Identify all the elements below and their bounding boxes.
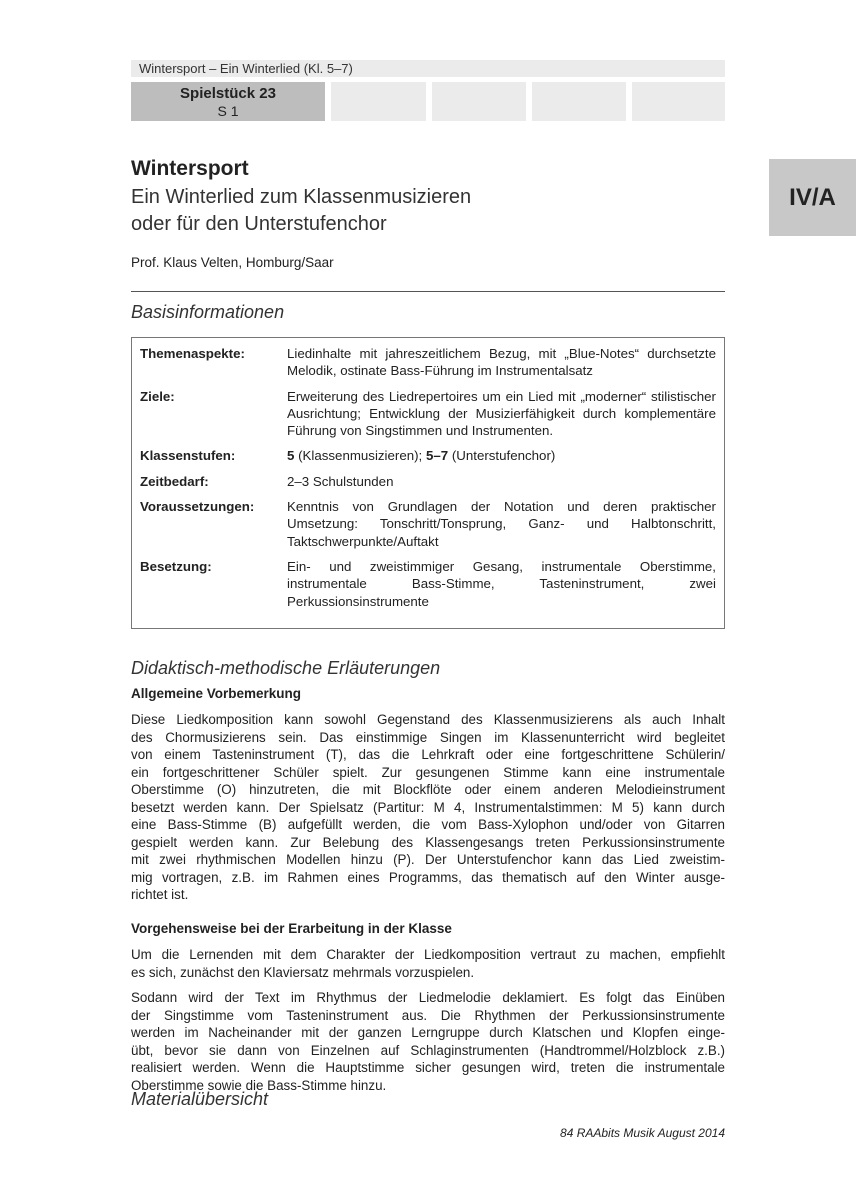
text-line: von einem Tasteninstrument (T), das die Lehrkraft oder eine fortgeschrittene Schülerin/ — [131, 747, 725, 762]
subheading: Vorgehensweise bei der Erarbeitung in der Klasse — [131, 921, 452, 936]
info-key: Ziele: — [140, 388, 175, 404]
empty-tab — [532, 82, 626, 121]
info-key: Klassenstufen: — [140, 448, 236, 464]
empty-tab — [432, 82, 526, 121]
info-row — [140, 558, 716, 610]
info-row — [140, 498, 716, 550]
text-line: realisiert werden. Wenn die Hauptstimme sicher gesungen wird, treten die instrumentale — [131, 1060, 725, 1075]
text-line: mit zwei rhythmischen Modellen hinzu (P). Der Unterstufenchor kann das Lied zweistim- — [131, 852, 725, 867]
info-value: 2–3 Schulstunden — [287, 473, 394, 489]
tab-page: S 1 — [217, 103, 239, 119]
text-line: Oberstimme sowie die Bass-Stimme hinzu. — [131, 1077, 387, 1093]
text-line: Oberstimme (O) hinzutreten, die mit Blockflöte oder einem anderen Melodieinstrument — [131, 782, 725, 797]
text-line: besetzt werden kann. Der Spielsatz (Partitur: M 4, Instrumentalstimmen: M 5) kann durch — [131, 799, 725, 815]
paragraph — [131, 946, 725, 981]
divider — [131, 291, 725, 292]
text-line: mig vortragen, z.B. im Rahmen eines Programms, das thematisch auf den Winter ausge- — [131, 869, 725, 885]
info-key: Zeitbedarf: — [140, 473, 209, 489]
text-line: ein fortgeschrittener Schüler spielt. Zur gesungenen Stimme kann eine instrumentale — [131, 764, 725, 780]
section-heading: Basisinformationen — [131, 302, 285, 322]
subtitle-line: Ein Winterlied zum Klassenmusizieren — [131, 186, 472, 208]
info-key: Besetzung: — [140, 558, 212, 574]
info-row — [140, 447, 716, 464]
text-line: des Chormusizierens sein. Das einstimmige Singen im Klassenunterricht wird begleitet — [131, 729, 725, 745]
text-line: eine Bass-Stimme (B) aufgefüllt werden, die vom Bass-Xylophon und/oder von Gitarren — [131, 817, 725, 832]
grade-bold: 5 — [287, 448, 295, 464]
text-line: werden im Nacheinander mit der ganzen Lerngruppe durch Klatschen und Klopfen einge- — [131, 1025, 725, 1040]
author: Prof. Klaus Velten, Homburg/Saar — [131, 255, 334, 270]
info-value: Erweiterung des Liedrepertoires um ein Lied mit „moderner“ stilistischer Ausrichtung; Entwicklung der Musizierfähigkeit durch komplementäre Führung von Singstimmen und Instrumenten. — [287, 388, 716, 439]
paragraph — [131, 711, 725, 904]
subtitle — [131, 184, 471, 238]
grade-text: (Klassenmusizieren); — [294, 448, 426, 464]
text-line: der Singstimme vom Tasteninstrument aus. Die Rhythmen der Perkussionsinstrumente — [131, 1007, 725, 1023]
info-box — [131, 337, 725, 629]
text-line: Diese Liedkomposition kann sowohl Gegenstand des Klassenmusizierens als auch Inhalt — [131, 712, 725, 727]
text-line: Sodann wird der Text im Rhythmus der Liedmelodie deklamiert. Es folgt das Einüben — [131, 990, 725, 1005]
info-value: Liedinhalte mit jahreszeitlichem Bezug, mit „Blue-Notes“ durchsetzte Melodik, ostinate Bass-Führung im Instrumentalsatz — [287, 346, 716, 379]
text-line: Um die Lernenden mit dem Charakter der Liedkomposition vertraut zu machen, empfiehlt — [131, 947, 725, 962]
running-header: Wintersport – Ein Winterlied (Kl. 5–7) — [131, 60, 725, 77]
page-footer: 84 RAAbits Musik August 2014 — [560, 1126, 725, 1140]
section-tab — [131, 82, 325, 121]
empty-tab — [331, 82, 426, 121]
empty-tab — [632, 82, 725, 121]
text-line: gespielt werden kann. Zur Belebung des Klassengesangs treten Perkussionsinstrumente — [131, 834, 725, 850]
info-value: Kenntnis von Grundlagen der Notation und deren praktischer Umsetzung: Tonschritt/Tonsprung, Ganz- und Halbtonschritt, Taktschwerpunkte/Auftakt — [287, 499, 716, 549]
info-key: Voraussetzungen: — [140, 499, 255, 515]
subtitle-line: oder für den Unterstufenchor — [131, 213, 387, 235]
text-line: es sich, zunächst den Klaviersatz mehrmals vorzuspielen. — [131, 964, 475, 980]
info-value: Ein- und zweistimmiger Gesang, instrumentale Oberstimme, instrumentale Bass-Stimme, Tasteninstrument, zwei Perkussionsinstrumente — [287, 558, 716, 609]
section-heading: Materialübersicht — [131, 1089, 269, 1109]
grade-bold: 5–7 — [425, 448, 449, 464]
grade-text: (Unterstufenchor) — [448, 448, 556, 464]
section-heading: Didaktisch-methodische Erläuterungen — [131, 658, 441, 678]
info-value — [287, 447, 716, 464]
info-row — [140, 345, 716, 380]
tab-title: Spielstück 23 — [180, 85, 276, 102]
chapter-tab: IV/A — [769, 159, 856, 236]
info-key: Themenaspekte: — [140, 346, 245, 361]
text-line: übt, bevor sie dann von Einzelnen auf Schlaginstrumenten (Handtrommel/Holzblock z.B.) — [131, 1042, 725, 1058]
text-line: richtet ist. — [131, 887, 189, 902]
paragraph — [131, 989, 725, 1094]
page-title: Wintersport — [131, 157, 249, 180]
info-row — [140, 388, 716, 440]
info-row — [140, 473, 716, 490]
subheading: Allgemeine Vorbemerkung — [131, 686, 302, 701]
